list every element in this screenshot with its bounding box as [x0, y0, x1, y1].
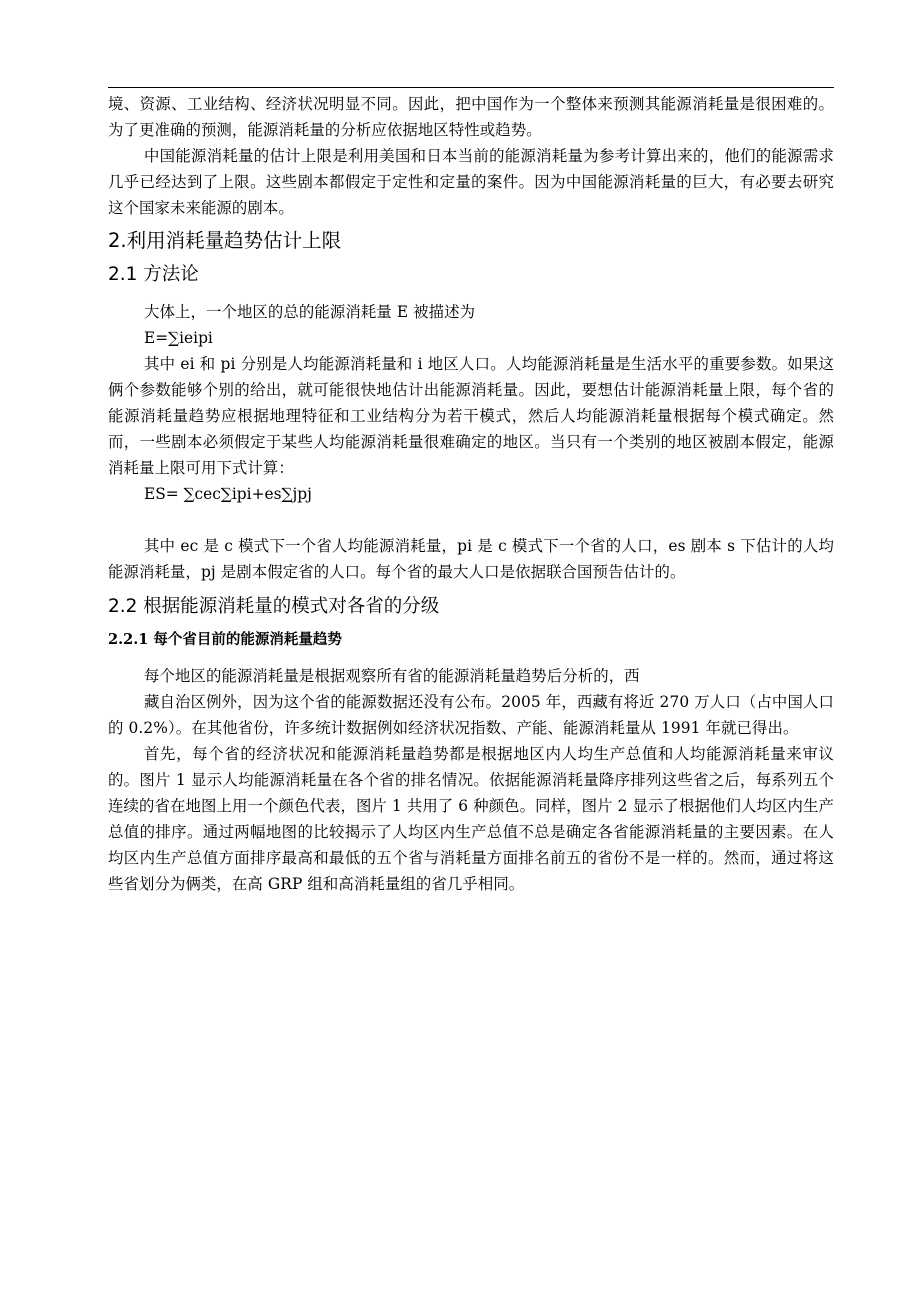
paragraph-region-analysis: 每个地区的能源消耗量是根据观察所有省的能源消耗量趋势后分析的，西	[144, 667, 640, 685]
paragraph-tibet: 藏自治区例外，因为这个省的能源数据还没有公布。2005 年，西藏有将近 270 万人口（占中国人口的 0.2%）。在其他省份，许多统计数据例如经济状况指数、产能、能源消耗量从 1991 年就已得出。	[108, 693, 834, 737]
section-heading-2-2-1: 2.2.1 每个省目前的能源消耗量趋势	[108, 631, 342, 648]
paragraph-continuation: 境、资源、工业结构、经济状况明显不同。因此，把中国作为一个整体来预测其能源消耗量是很困难的。为了更准确的预测，能源消耗量的分析应依据地区特性或趋势。	[108, 95, 834, 139]
header-rule	[108, 87, 834, 88]
section-heading-2: 2.利用消耗量趋势估计上限	[108, 229, 342, 252]
equation-total-energy: E=∑ieipi	[144, 329, 213, 347]
section-heading-2-2: 2.2 根据能源消耗量的模式对各省的分级	[108, 596, 440, 617]
paragraph-total-energy: 大体上，一个地区的总的能源消耗量 E 被描述为	[144, 303, 476, 321]
paragraph-ranking-maps: 首先，每个省的经济状况和能源消耗量趋势都是根据地区内人均生产总值和人均能源消耗量来审议的。图片 1 显示人均能源消耗量在各个省的排名情况。依据能源消耗量降序排列这些省之后，每系列五个连续的省在地图上用一个颜色代表，图片 1 共用了 6 种颜色。同样，图片 2 显示了根据他们人均区内生产总值的排序。通过两幅地图的比较揭示了人均区内生产总值不总是确定各省能源消耗量的主要因素。在人均区内生产总值方面排序最高和最低的五个省与消耗量方面排名前五的省份不是一样的。然而，通过将这些省划分为俩类，在高 GRP 组和高消耗量组的省几乎相同。	[108, 745, 834, 893]
section-heading-2-1: 2.1 方法论	[108, 264, 199, 285]
paragraph-upper-limit-intro: 中国能源消耗量的估计上限是利用美国和日本当前的能源消耗量为参考计算出来的，他们的能源需求几乎已经达到了上限。这些剧本都假定于定性和定量的案件。因为中国能源消耗量的巨大，有必要去研究这个国家未来能源的剧本。	[108, 147, 834, 217]
document-body	[108, 91, 834, 897]
paragraph-per-capita: 其中 ei 和 pi 分别是人均能源消耗量和 i 地区人口。人均能源消耗量是生活水平的重要参数。如果这俩个参数能够个别的给出，就可能很快地估计出能源消耗量。因此，要想估计能源消耗量上限，每个省的能源消耗量趋势应根据地理特征和工业结构分为若干模式，然后人均能源消耗量根据每个模式确定。然而，一些剧本必须假定于某些人均能源消耗量很难确定的地区。当只有一个类别的地区被剧本假定，能源消耗量上限可用下式计算：	[108, 355, 834, 477]
paragraph-variable-definitions: 其中 ec 是 c 模式下一个省人均能源消耗量，pi 是 c 模式下一个省的人口，es 剧本 s 下估计的人均能源消耗量，pj 是剧本假定省的人口。每个省的最大人口是依据联合国预告估计的。	[108, 537, 834, 581]
equation-upper-limit: ES= ∑cec∑ipi+es∑jpj	[144, 485, 312, 503]
